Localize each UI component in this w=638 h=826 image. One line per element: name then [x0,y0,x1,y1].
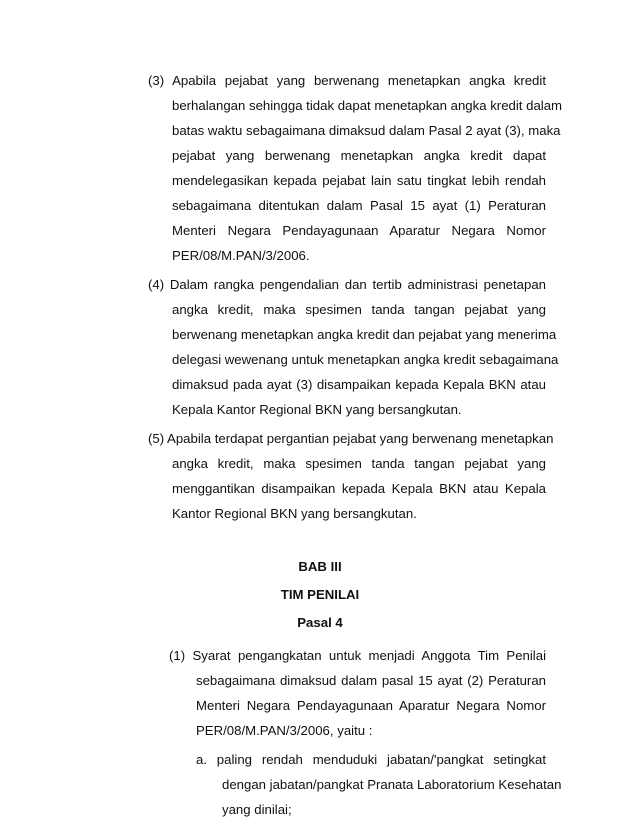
article-4-paragraph-1-line-2: sebagaimana dimaksud dalam pasal 15 ayat (2) Peraturan [196,673,546,688]
article-4-paragraph-1-line-3: Menteri Negara Pendayagunaan Aparatur Negara Nomor [196,698,546,713]
item-a-line-1: a. paling rendah menduduki jabatan/'pangkat setingkat [196,752,546,767]
chapter-title: TIM PENILAI [280,587,360,602]
paragraph-3-line-5: mendelegasikan kepada pejabat lain satu tingkat lebih rendah [172,173,546,188]
paragraph-3-line-6: sebagaimana ditentukan dalam Pasal 15 ayat (1) Peraturan [172,198,546,213]
article-4-paragraph-1-line-4: PER/08/M.PAN/3/2006, yaitu : [196,723,373,738]
paragraph-5-line-2: angka kredit, maka spesimen tanda tangan pejabat yang [172,456,546,471]
paragraph-5-line-4: Kantor Regional BKN yang bersangkutan. [172,506,417,521]
paragraph-4-line-3: berwenang menetapkan angka kredit dan pejabat yang menerima [172,327,557,342]
paragraph-3-line-1: (3) Apabila pejabat yang berwenang menetapkan angka kredit [148,73,546,88]
paragraph-3-line-3: batas waktu sebagaimana dimaksud dalam Pasal 2 ayat (3), maka [172,123,561,138]
paragraph-3-line-7: Menteri Negara Pendayagunaan Aparatur Negara Nomor [172,223,546,238]
paragraph-5-line-3: menggantikan disampaikan kepada Kepala BKN atau Kepala [172,481,546,496]
paragraph-3-line-4: pejabat yang berwenang menetapkan angka kredit dapat [172,148,546,163]
paragraph-4-line-4: delegasi wewenang untuk menetapkan angka kredit sebagaimana [172,352,559,367]
paragraph-4-line-5: dimaksud pada ayat (3) disampaikan kepada Kepala BKN atau [172,377,546,392]
chapter-heading: BAB III [298,559,342,574]
paragraph-3-line-8: PER/08/M.PAN/3/2006. [172,248,310,263]
paragraph-3-line-2: berhalangan sehingga tidak dapat menetapkan angka kredit dalam [172,98,563,113]
paragraph-4-line-2: angka kredit, maka spesimen tanda tangan pejabat yang [172,302,546,317]
article-heading: Pasal 4 [297,615,343,630]
item-a-line-3: yang dinilai; [222,802,292,817]
paragraph-4-line-1: (4) Dalam rangka pengendalian dan tertib administrasi penetapan [148,277,546,292]
paragraph-4-line-6: Kepala Kantor Regional BKN yang bersangkutan. [172,402,462,417]
article-4-paragraph-1-line-1: (1) Syarat pengangkatan untuk menjadi Anggota Tim Penilai [169,648,546,663]
item-a-line-2: dengan jabatan/pangkat Pranata Laboratorium Kesehatan [222,777,562,792]
paragraph-5-line-1: (5) Apabila terdapat pergantian pejabat yang berwenang menetapkan [148,431,554,446]
